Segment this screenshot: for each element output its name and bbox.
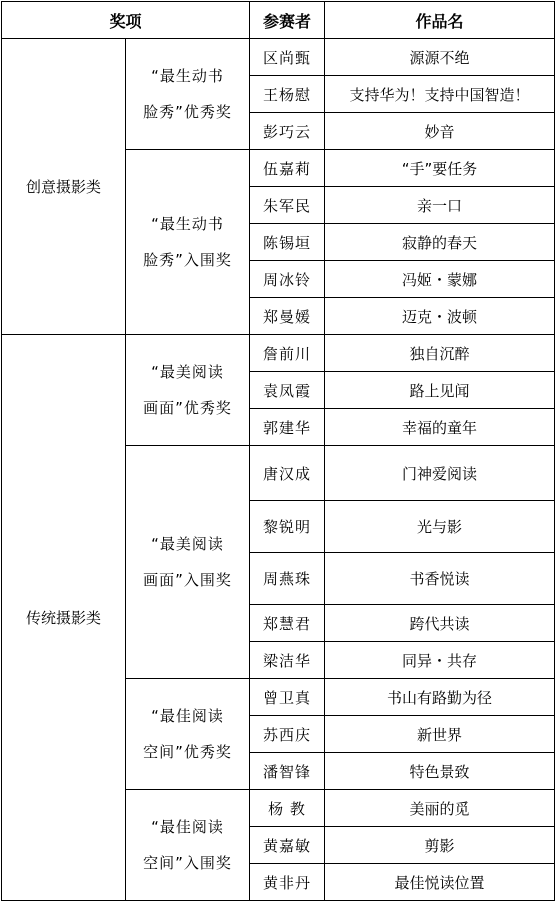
- award-line: 画面”优秀奖: [143, 399, 232, 417]
- work-cell: 亲一口: [325, 187, 555, 224]
- award-cell: [126, 790, 250, 901]
- category-cell: 传统摄影类: [2, 335, 126, 901]
- work-cell: 新世界: [325, 716, 555, 753]
- header-award: 奖项: [2, 2, 250, 39]
- work-cell: 独自沉醉: [325, 335, 555, 372]
- award-cell: [126, 39, 250, 150]
- work-cell: 同异・共存: [325, 642, 555, 679]
- work-cell: 最佳悦读位置: [325, 864, 555, 901]
- participant-cell: 区尚甄: [250, 39, 325, 76]
- award-line: “最美阅读: [151, 535, 224, 553]
- award-line: “最美阅读: [151, 363, 224, 381]
- participant-cell: 曾卫真: [250, 679, 325, 716]
- participant-cell: 杨 教: [250, 790, 325, 827]
- award-cell: [126, 446, 250, 679]
- award-line: 脸秀”入围奖: [143, 251, 232, 269]
- participant-cell: 袁凤霞: [250, 372, 325, 409]
- award-line: 空间”入围奖: [143, 854, 232, 872]
- work-cell: 幸福的童年: [325, 409, 555, 446]
- work-cell: 源源不绝: [325, 39, 555, 76]
- participant-cell: 王杨慰: [250, 76, 325, 113]
- participant-cell: 黄非丹: [250, 864, 325, 901]
- header-row: [2, 2, 555, 39]
- participant-cell: 朱军民: [250, 187, 325, 224]
- work-cell: 书山有路勤为径: [325, 679, 555, 716]
- award-cell: [126, 150, 250, 335]
- participant-cell: 郑慧君: [250, 605, 325, 642]
- award-line: “最生动书: [151, 67, 224, 85]
- work-cell: 光与影: [325, 501, 555, 553]
- header-work: 作品名: [325, 2, 555, 39]
- participant-cell: 周冰铃: [250, 261, 325, 298]
- work-cell: 特色景致: [325, 753, 555, 790]
- work-cell: 迈克・波顿: [325, 298, 555, 335]
- award-line: 脸秀”优秀奖: [143, 103, 232, 121]
- category-cell: 创意摄影类: [2, 39, 126, 335]
- participant-cell: 黎锐明: [250, 501, 325, 553]
- work-cell: 寂静的春天: [325, 224, 555, 261]
- award-line: 画面”入围奖: [143, 571, 232, 589]
- work-cell: “手”要任务: [325, 150, 555, 187]
- participant-cell: 詹前川: [250, 335, 325, 372]
- work-cell: 跨代共读: [325, 605, 555, 642]
- work-cell: 路上见闻: [325, 372, 555, 409]
- participant-cell: 陈锡垣: [250, 224, 325, 261]
- participant-cell: 周燕珠: [250, 553, 325, 605]
- participant-cell: 伍嘉莉: [250, 150, 325, 187]
- awards-table: [1, 1, 555, 901]
- award-line: 空间”优秀奖: [143, 743, 232, 761]
- table-row: [2, 39, 555, 76]
- work-cell: 门神爱阅读: [325, 446, 555, 501]
- participant-cell: 郑曼媛: [250, 298, 325, 335]
- work-cell: 妙音: [325, 113, 555, 150]
- work-cell: 剪影: [325, 827, 555, 864]
- award-line: “最佳阅读: [151, 818, 224, 836]
- work-cell: 支持华为！支持中国智造！: [325, 76, 555, 113]
- participant-cell: 郭建华: [250, 409, 325, 446]
- participant-cell: 潘智锋: [250, 753, 325, 790]
- table-row: [2, 335, 555, 372]
- work-cell: 冯姬・蒙娜: [325, 261, 555, 298]
- award-cell: [126, 679, 250, 790]
- participant-cell: 唐汉成: [250, 446, 325, 501]
- award-line: “最生动书: [151, 215, 224, 233]
- participant-cell: 彭巧云: [250, 113, 325, 150]
- participant-cell: 苏西庆: [250, 716, 325, 753]
- work-cell: 美丽的觅: [325, 790, 555, 827]
- header-participant: 参赛者: [250, 2, 325, 39]
- award-cell: [126, 335, 250, 446]
- work-cell: 书香悦读: [325, 553, 555, 605]
- participant-cell: 黄嘉敏: [250, 827, 325, 864]
- participant-cell: 梁洁华: [250, 642, 325, 679]
- award-line: “最佳阅读: [151, 707, 224, 725]
